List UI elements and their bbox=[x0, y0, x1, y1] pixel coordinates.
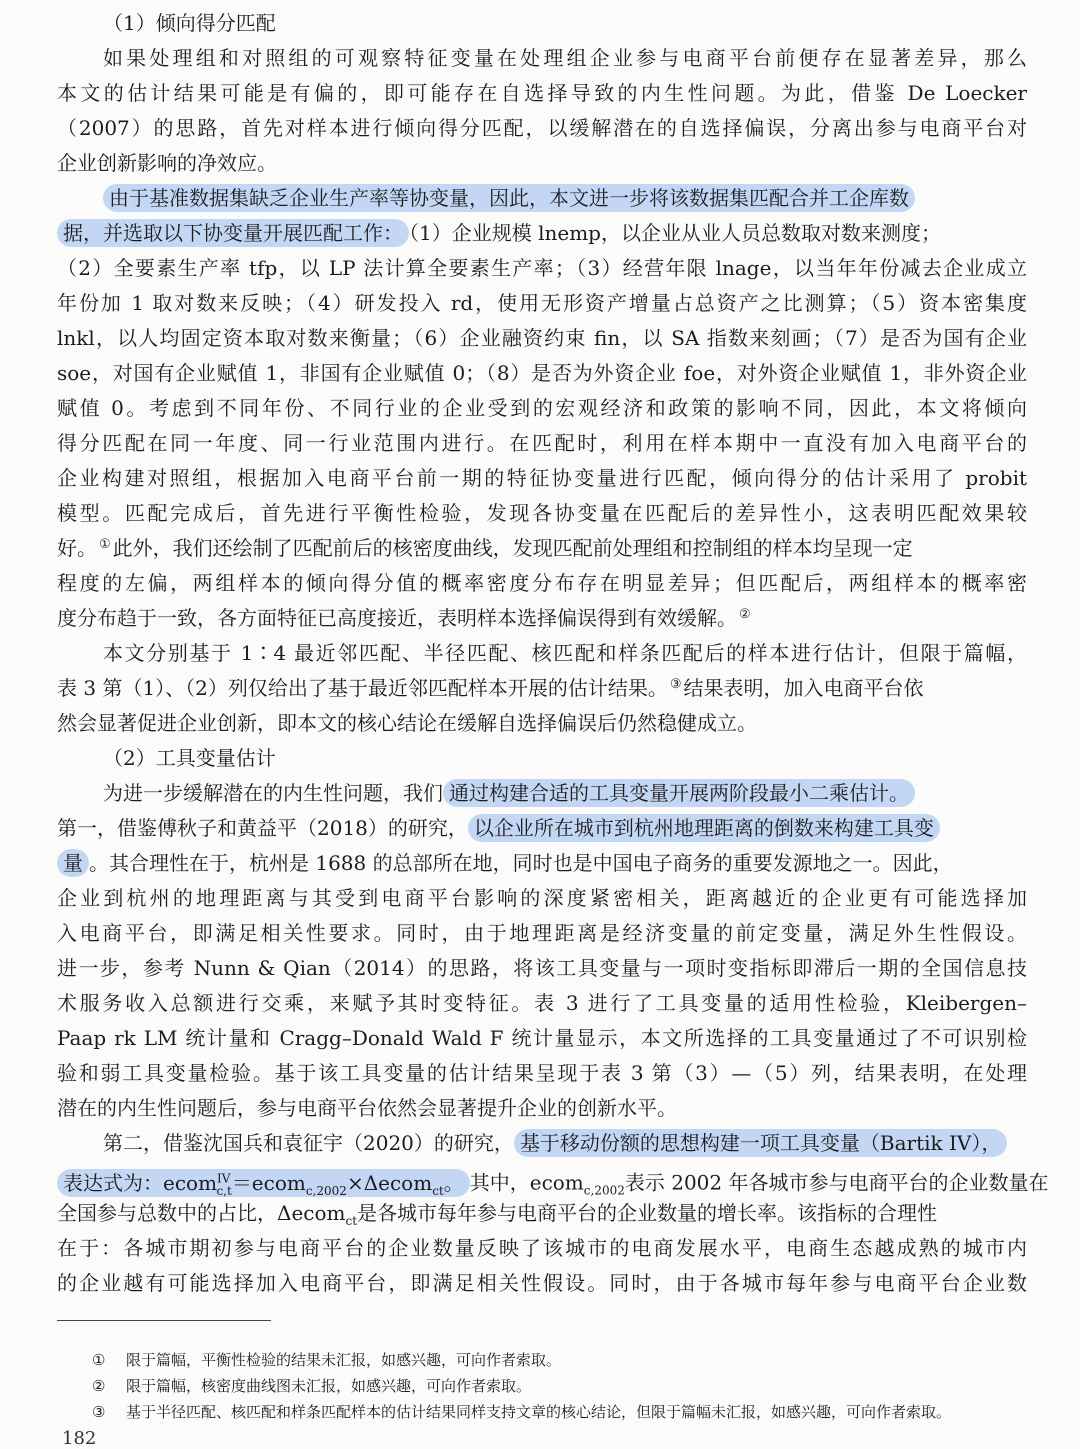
para5-text: 表示 2002 年各城市参与电商平台的企业数量在 bbox=[624, 1170, 1049, 1195]
para2-line: lnkl，以人均固定资本取对数来衡量；（6）企业融资约束 fin，以 SA 指数来刻画；（7）是否为国有企业 bbox=[57, 326, 1027, 350]
formula-text: 表达式为：ecom bbox=[63, 1170, 218, 1195]
formula-text: 。 bbox=[443, 1170, 464, 1195]
footnote-text: 限于篇幅，平衡性检验的结果未汇报，如感兴趣，可向作者索取。 bbox=[126, 1351, 562, 1369]
formula-sub: c,2002 bbox=[305, 1183, 347, 1198]
footnote-number: ③ bbox=[92, 1403, 106, 1421]
para2-line: soe，对国有企业赋值 1，非国有企业赋值 0；（8）是否为外资企业 foe，对外资企业赋值 1，非外资企业 bbox=[57, 361, 1027, 385]
para5-text: 其中，ecom bbox=[469, 1170, 584, 1195]
para1-line: 企业创新影响的净效应。 bbox=[57, 151, 277, 175]
para3-line bbox=[57, 671, 1027, 705]
section-heading-iv: （2）工具变量估计 bbox=[103, 746, 276, 770]
formula-text: ＝ecom bbox=[231, 1170, 306, 1195]
para5-text: 第二，借鉴沈国兵和袁征宇（2020）的研究， bbox=[103, 1131, 514, 1155]
highlight: 基于移动份额的思想构建一项工具变量（Bartik IV）， bbox=[514, 1129, 1007, 1157]
footnote-marker[interactable]: ② bbox=[739, 607, 751, 622]
para4-line bbox=[57, 846, 1027, 880]
section-heading-psm: （1）倾向得分匹配 bbox=[103, 11, 276, 35]
footnote-number: ② bbox=[92, 1377, 106, 1395]
para4-line: 进一步，参考 Nunn & Qian（2014）的思路，将该工具变量与一项时变指标即滞后一期的全国信息技 bbox=[57, 956, 1027, 980]
footnote bbox=[92, 1398, 1052, 1426]
footnote bbox=[92, 1372, 1052, 1400]
footnote-marker[interactable]: ① bbox=[99, 537, 111, 552]
para4-text: 。其合理性在于，杭州是 1688 的总部所在地，同时也是中国电子商务的重要发源地之一。因此， bbox=[89, 851, 953, 875]
footnote-divider bbox=[57, 1320, 271, 1321]
formula-sub: ct bbox=[345, 1214, 358, 1228]
para5-line bbox=[57, 1161, 1049, 1198]
para2-line: 年份加 1 取对数来反映；（4）研发投入 rd，使用无形资产增量占总资产之比测算；（5）资本密集度 bbox=[57, 291, 1027, 315]
para2-line: 模型。匹配完成后，首先进行平衡性检验，发现各协变量在匹配后的差异性小，这表明匹配效果较 bbox=[57, 501, 1027, 525]
para2-text: 好。 bbox=[57, 536, 97, 560]
para4-line: 验和弱工具变量检验。基于该工具变量的估计结果呈现于表 3 第（3）—（5）列，结果表明，在处理 bbox=[57, 1061, 1027, 1085]
formula-text: ×Δecom bbox=[346, 1170, 433, 1195]
para2-line: 赋值 0。考虑到不同年份、不同行业的企业受到的宏观经济和政策的影响不同，因此，本文将倾向 bbox=[57, 396, 1027, 420]
highlight: 据，并选取以下协变量开展匹配工作： bbox=[57, 219, 409, 247]
para4-line: Paap rk LM 统计量和 Cragg–Donald Wald F 统计量显示，本文所选择的工具变量通过了不可识别检 bbox=[57, 1026, 1027, 1050]
para1-line: （2007）的思路，首先对样本进行倾向得分匹配，以缓解潜在的自选择偏误，分离出参与电商平台对 bbox=[57, 116, 1027, 140]
highlight: 通过构建合适的工具变量开展两阶段最小二乘估计。 bbox=[443, 779, 915, 807]
para2-text: （1）企业规模 lnemp，以企业从业人员总数取对数来测度； bbox=[409, 221, 941, 245]
para3-line: 然会显著促进企业创新，即本文的核心结论在缓解自选择偏误后仍然稳健成立。 bbox=[57, 711, 757, 735]
para1-line: 如果处理组和对照组的可观察特征变量在处理组企业参与电商平台前便存在显著差异，那么 bbox=[103, 46, 1027, 70]
para2-line bbox=[103, 181, 1027, 215]
para5-line bbox=[57, 1196, 1027, 1230]
para4-line: 潜在的内生性问题后，参与电商平台依然会显著提升企业的创新水平。 bbox=[57, 1096, 677, 1120]
para4-line: 企业到杭州的地理距离与其受到电商平台影响的深度紧密相关，距离越近的企业更有可能选择加 bbox=[57, 886, 1027, 910]
para5-line: 在于：各城市期初参与电商平台的企业数量反映了该城市的电商发展水平，电商生态越成熟的城市内 bbox=[57, 1236, 1027, 1260]
para5-line: 的企业越有可能选择加入电商平台，即满足相关性假设。同时，由于各城市每年参与电商平台企业数 bbox=[57, 1271, 1027, 1295]
formula-sub: ct bbox=[432, 1183, 444, 1198]
para5-line bbox=[103, 1126, 1027, 1160]
formula-sub: c,2002 bbox=[583, 1183, 625, 1198]
formula-sub: c,t bbox=[216, 1183, 232, 1198]
highlight: 量 bbox=[57, 849, 89, 877]
para2-line: 企业构建对照组，根据加入电商平台前一期的特征协变量进行匹配，倾向得分的估计采用了 probit bbox=[57, 466, 1027, 490]
footnote-number: ① bbox=[92, 1351, 106, 1369]
highlight: 由于基准数据集缺乏企业生产率等协变量，因此，本文进一步将该数据集匹配合并工企库数 bbox=[103, 184, 915, 212]
highlight-formula bbox=[57, 1169, 470, 1197]
para5-text: 全国参与总数中的占比，Δecom bbox=[57, 1201, 346, 1225]
para4-text: 为进一步缓解潜在的内生性问题，我们 bbox=[103, 781, 443, 805]
para2-line: 程度的左偏，两组样本的倾向得分值的概率密度分布存在明显差异；但匹配后，两组样本的概率密 bbox=[57, 571, 1027, 595]
para2-line bbox=[57, 601, 1027, 635]
footnote-text: 限于篇幅，核密度曲线图未汇报，如感兴趣，可向作者索取。 bbox=[126, 1377, 532, 1395]
para4-line: 入电商平台，即满足相关性要求。同时，由于地理距离是经济变量的前定变量，满足外生性假设。 bbox=[57, 921, 1027, 945]
para4-line: 术服务收入总额进行交乘，来赋予其时变特征。表 3 进行了工具变量的适用性检验，Kleibergen– bbox=[57, 991, 1027, 1015]
para2-line: 得分匹配在同一年度、同一行业范围内进行。在匹配时，利用在样本期中一直没有加入电商平台的 bbox=[57, 431, 1027, 455]
footnote bbox=[92, 1346, 1052, 1374]
para3-text: 结果表明，加入电商平台依 bbox=[683, 676, 924, 700]
para4-line bbox=[57, 811, 1027, 845]
para2-line: （2）全要素生产率 tfp，以 LP 法计算全要素生产率；（3）经营年限 lnage，以当年年份减去企业成立 bbox=[57, 256, 1027, 280]
formula-sup: IV bbox=[217, 1171, 231, 1185]
para2-line bbox=[57, 531, 1027, 565]
para4-text: 第一，借鉴傅秋子和黄益平（2018）的研究， bbox=[57, 816, 468, 840]
footnote-text: 基于半径匹配、核匹配和样条匹配样本的估计结果同样支持文章的核心结论，但限于篇幅未汇报，如感兴趣，可向作者索取。 bbox=[126, 1403, 952, 1421]
para5-text: 是各城市每年参与电商平台的企业数量的增长率。该指标的合理性 bbox=[357, 1201, 938, 1225]
para3-line: 本文分别基于 1∶4 最近邻匹配、半径匹配、核匹配和样条匹配后的样本进行估计，但限于篇幅， bbox=[103, 641, 1027, 665]
para2-text: 度分布趋于一致，各方面特征已高度接近，表明样本选择偏误得到有效缓解。 bbox=[57, 606, 737, 630]
para4-line bbox=[103, 776, 1027, 810]
page-number: 182 bbox=[62, 1428, 97, 1449]
para1-line: 本文的估计结果可能是有偏的，即可能存在自选择导致的内生性问题。为此，借鉴 De Loecker bbox=[57, 81, 1027, 105]
para2-line bbox=[57, 216, 1027, 250]
para3-text: 表 3 第（1）、（2）列仅给出了基于最近邻匹配样本开展的估计结果。 bbox=[57, 676, 668, 700]
footnote-marker[interactable]: ③ bbox=[669, 677, 682, 692]
highlight: 以企业所在城市到杭州地理距离的倒数来构建工具变 bbox=[468, 814, 940, 842]
para2-text: 此外，我们还绘制了匹配前后的核密度曲线，发现匹配前处理组和控制组的样本均呈现一定 bbox=[112, 536, 913, 560]
